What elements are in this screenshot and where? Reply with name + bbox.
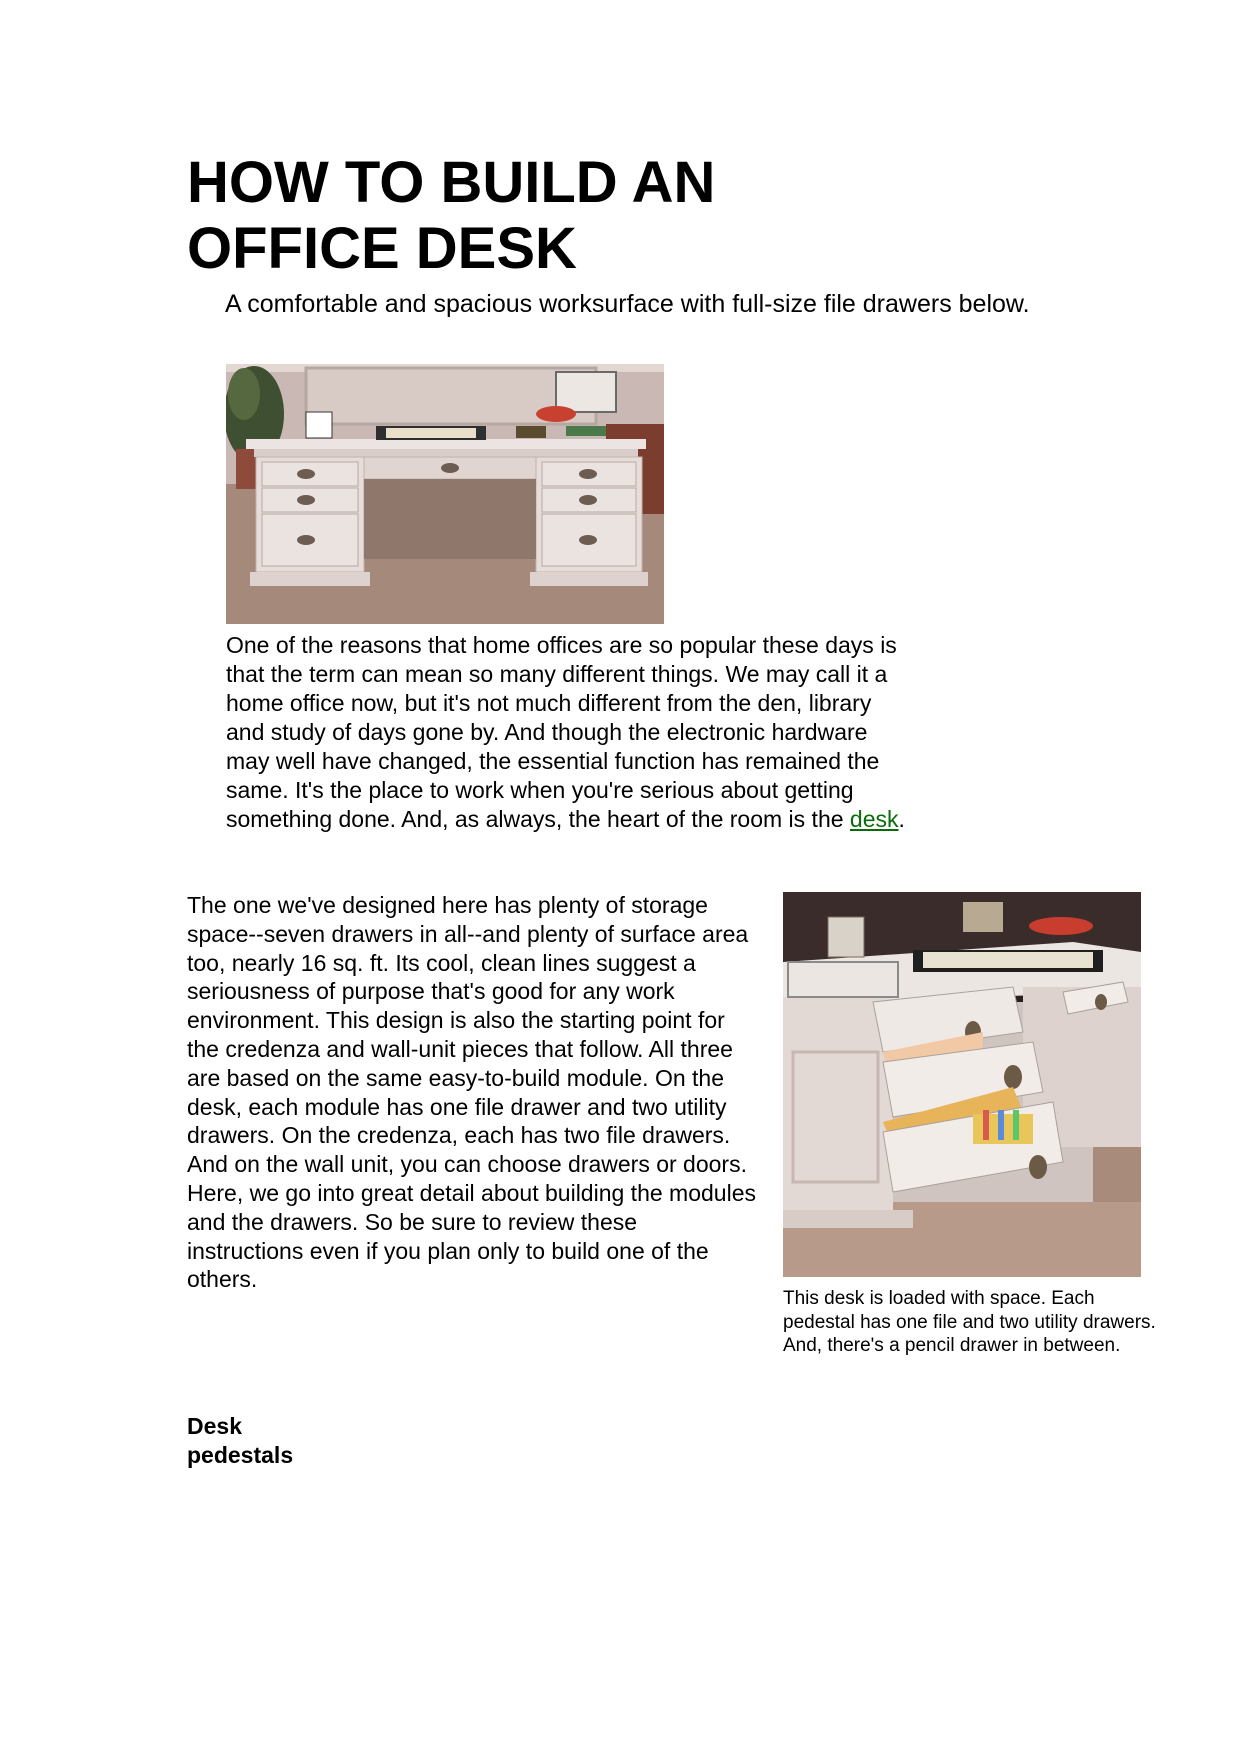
desk-link[interactable]: desk <box>849 806 899 832</box>
intro-paragraph <box>226 631 906 834</box>
section-heading: Desk pedestals <box>187 1413 294 1468</box>
photo-caption: This desk is loaded with space. Each pedestal has one file and two utility drawers. And, there's a pencil drawer in between. <box>783 1288 1156 1356</box>
intro-end: . <box>898 806 905 832</box>
desk-drawers-photo <box>783 892 1141 1277</box>
intro-text: One of the reasons that home offices are so popular these days is that the term can mean so many different things. We may call it a home office now, but it's not much different from the den, library and study of days gone by. And though the electronic hardware may well have changed, the essential function has remained the same. It's the place to work when you're serious about getting something done. And, as always, the heart of the room is the <box>226 632 897 832</box>
body-paragraph: The one we've designed here has plenty of storage space--seven drawers in all--and plenty of surface area too, nearly 16 sq. ft. Its cool, clean lines suggest a seriousness of purpose that's good for any work environment. This design is also the starting point for the credenza and wall-unit pieces that follow. All three are based on the same easy-to-build module. On the desk, each module has one file drawer and two utility drawers. On the credenza, each has two file drawers. And on the wall unit, you can choose drawers or doors. Here, we go into great detail about building the modules and the drawers. So be sure to review these instructions even if you plan only to build one of the others. <box>187 892 756 1293</box>
subtitle: A comfortable and spacious worksurface with full-size file drawers below. <box>225 290 1030 318</box>
page-title: HOW TO BUILD AN OFFICE DESK <box>187 150 716 281</box>
desk-photo <box>226 364 664 624</box>
